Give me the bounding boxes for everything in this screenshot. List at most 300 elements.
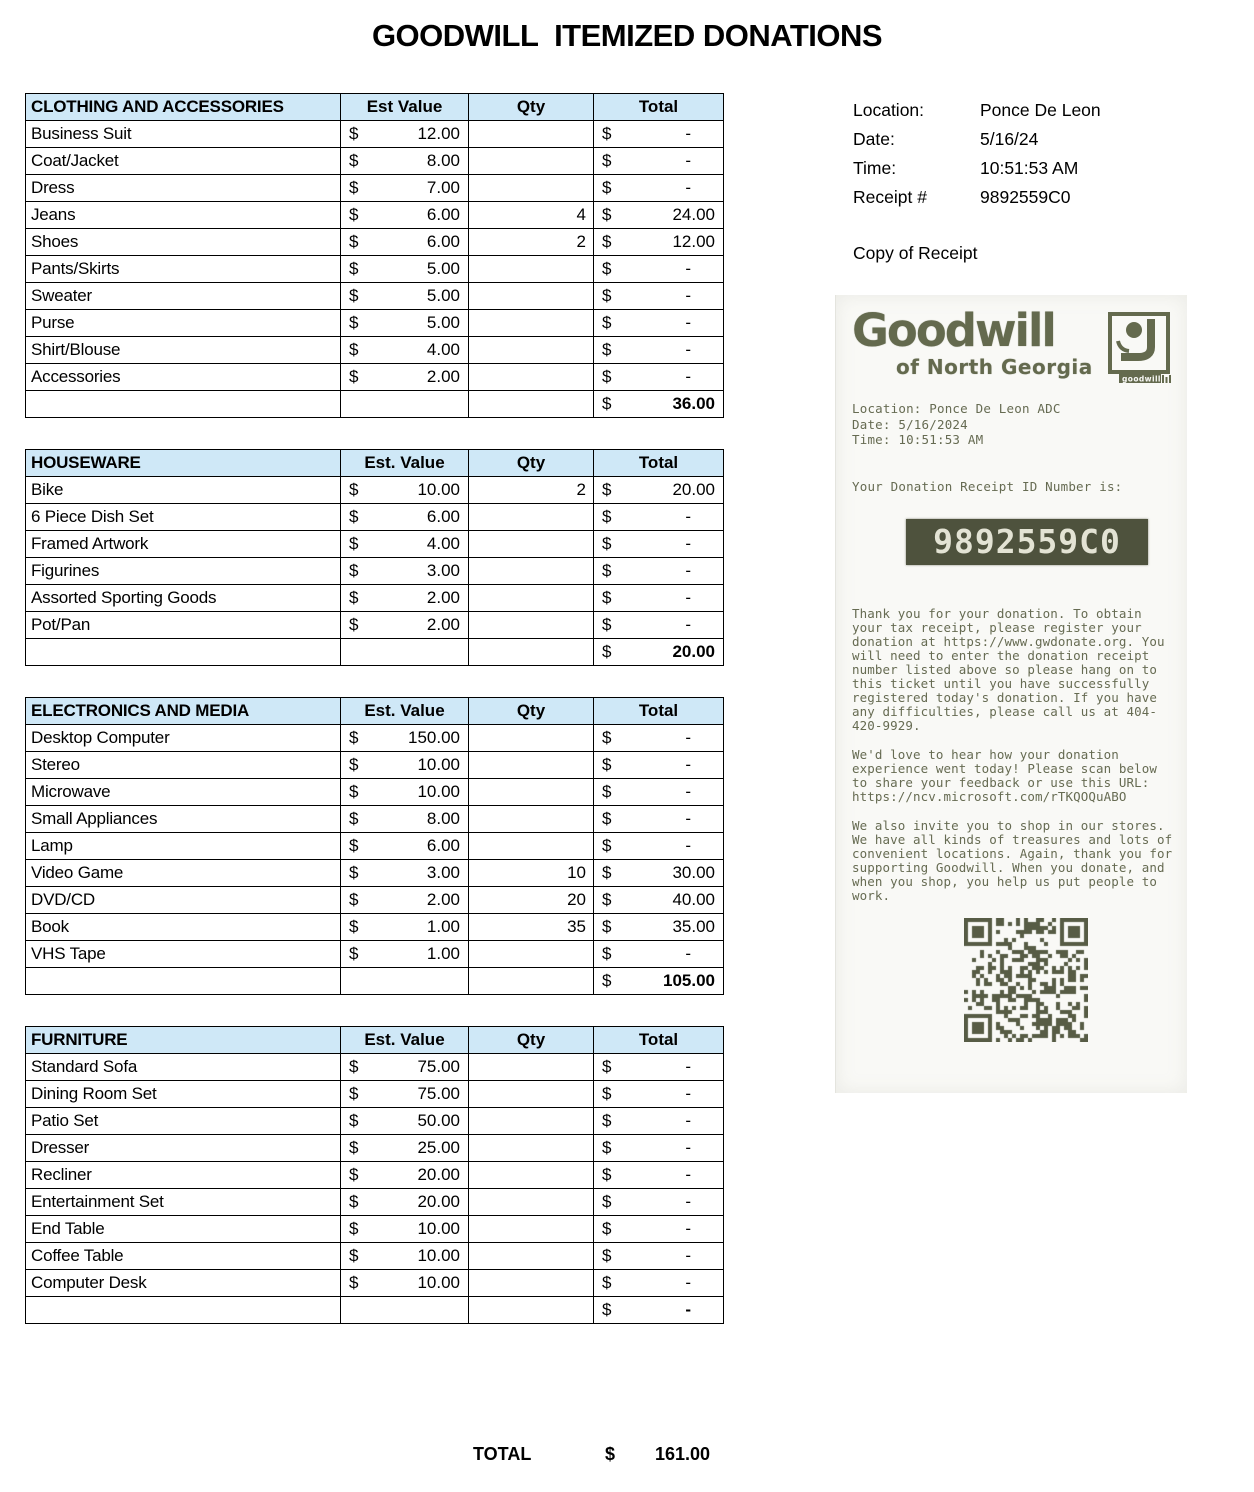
qty-cell — [469, 1135, 594, 1162]
item-name-cell: Dining Room Set — [26, 1081, 341, 1108]
dollar-sign: $ — [602, 259, 612, 278]
item-name-cell: Bike — [26, 477, 341, 504]
qty-header: Qty — [469, 1027, 594, 1054]
dollar-sign: $ — [602, 205, 612, 224]
dollar-sign: $ — [602, 615, 612, 634]
time-value: 10:51:53 AM — [980, 158, 1079, 178]
est-value-cell: $ 8.00 — [341, 148, 469, 175]
qty-cell — [469, 941, 594, 968]
qty-cell — [469, 1216, 594, 1243]
table-header-row — [26, 698, 724, 725]
qty-cell — [469, 310, 594, 337]
receipt-location-line: Location: Ponce De Leon ADC — [852, 401, 1061, 416]
qty-cell: 2 — [469, 477, 594, 504]
qty-header: Qty — [469, 94, 594, 121]
qty-cell — [469, 752, 594, 779]
subtotal-cell: $ 105.00 — [594, 968, 724, 995]
item-name-cell: Coffee Table — [26, 1243, 341, 1270]
goodwill-smiling-g-logo-icon — [1107, 311, 1173, 385]
table-header-row — [26, 1027, 724, 1054]
qty-cell: 35 — [469, 914, 594, 941]
est-value-cell: $ 4.00 — [341, 531, 469, 558]
location-label: Location: — [853, 100, 925, 120]
receipt-paragraph-feedback: We'd love to hear how your donation experience went today! Please scan below to share your feedback or use this URL: https://ncv.microsoft.com/rTKQOQuABO — [852, 746, 1158, 804]
est-value-cell: $ 150.00 — [341, 725, 469, 752]
total-cell: $ - — [594, 558, 724, 585]
item-row — [26, 1216, 724, 1243]
item-name-cell: Shirt/Blouse — [26, 337, 341, 364]
qty-cell — [469, 337, 594, 364]
est-value-cell: $ 20.00 — [341, 1162, 469, 1189]
total-cell: $ - — [594, 585, 724, 612]
dollar-sign: $ — [349, 1165, 359, 1184]
item-row — [26, 806, 724, 833]
item-name-cell: 6 Piece Dish Set — [26, 504, 341, 531]
item-row — [26, 202, 724, 229]
subtotal-empty-cell — [26, 968, 341, 995]
dollar-sign: $ — [602, 340, 612, 359]
item-name-cell: Business Suit — [26, 121, 341, 148]
total-cell: $ - — [594, 1216, 724, 1243]
item-name-cell: DVD/CD — [26, 887, 341, 914]
item-row — [26, 256, 724, 283]
item-name-cell: Dresser — [26, 1135, 341, 1162]
qty-cell — [469, 1270, 594, 1297]
dollar-sign: $ — [602, 1111, 612, 1130]
category-header: FURNITURE — [26, 1027, 341, 1054]
item-row — [26, 148, 724, 175]
dollar-sign: $ — [602, 588, 612, 607]
dollar-sign: $ — [349, 1219, 359, 1238]
item-row — [26, 1135, 724, 1162]
item-name-cell: Small Appliances — [26, 806, 341, 833]
est-value-cell: $ 5.00 — [341, 256, 469, 283]
receipt-brand — [852, 304, 1093, 379]
table-header-row — [26, 94, 724, 121]
dollar-sign: $ — [349, 809, 359, 828]
est-value-cell: $ 3.00 — [341, 558, 469, 585]
est-value-cell: $ 4.00 — [341, 337, 469, 364]
est-value-cell: $ 10.00 — [341, 477, 469, 504]
est-value-cell: $ 1.00 — [341, 914, 469, 941]
item-name-cell: Entertainment Set — [26, 1189, 341, 1216]
qty-cell — [469, 558, 594, 585]
total-cell: $ - — [594, 256, 724, 283]
dollar-sign: $ — [349, 124, 359, 143]
item-row — [26, 364, 724, 391]
total-cell: $ - — [594, 1054, 724, 1081]
item-row — [26, 914, 724, 941]
subtotal-empty-cell — [341, 639, 469, 666]
receipt-paragraph-shop: We also invite you to shop in our stores. We have all kinds of treasures and lots of convenient locations. Again, thank you for supporting Goodwill. When you donate, and when you shop, you help us put people to work. — [852, 817, 1173, 903]
item-name-cell: Computer Desk — [26, 1270, 341, 1297]
est-value-cell: $ 5.00 — [341, 310, 469, 337]
info-row-date — [853, 125, 1101, 154]
est-value-cell: $ 5.00 — [341, 283, 469, 310]
info-row-location — [853, 96, 1101, 125]
subtotal-empty-cell — [469, 639, 594, 666]
category-header: ELECTRONICS AND MEDIA — [26, 698, 341, 725]
subtotal-row — [26, 391, 724, 418]
receipt-number-label: Receipt # — [853, 187, 927, 207]
total-cell: $ - — [594, 1270, 724, 1297]
item-name-cell: Shoes — [26, 229, 341, 256]
est-value-cell: $ 6.00 — [341, 504, 469, 531]
item-name-cell: Sweater — [26, 283, 341, 310]
total-cell: $ - — [594, 337, 724, 364]
dollar-sign: $ — [349, 367, 359, 386]
category-header: CLOTHING AND ACCESSORIES — [26, 94, 341, 121]
est-value-cell: $ 12.00 — [341, 121, 469, 148]
qty-cell — [469, 779, 594, 806]
dollar-sign: $ — [602, 507, 612, 526]
total-cell: $ - — [594, 806, 724, 833]
dollar-sign: $ — [349, 863, 359, 882]
donation-receipt-id: 9892559C0 — [906, 519, 1148, 565]
est-value-cell: $ 3.00 — [341, 860, 469, 887]
est-value-header: Est. Value — [341, 698, 469, 725]
dollar-sign: $ — [602, 534, 612, 553]
dollar-sign: $ — [349, 944, 359, 963]
dollar-sign: $ — [349, 917, 359, 936]
dollar-sign: $ — [602, 124, 612, 143]
item-name-cell: Pants/Skirts — [26, 256, 341, 283]
qr-code — [964, 918, 1088, 1042]
qty-cell — [469, 531, 594, 558]
date-value: 5/16/24 — [980, 129, 1039, 149]
item-row — [26, 725, 724, 752]
grand-total-row — [25, 1444, 723, 1472]
item-name-cell: End Table — [26, 1216, 341, 1243]
est-value-cell: $ 7.00 — [341, 175, 469, 202]
subtotal-row — [26, 1297, 724, 1324]
dollar-sign: $ — [602, 367, 612, 386]
dollar-sign: $ — [602, 151, 612, 170]
subtotal-empty-cell — [341, 968, 469, 995]
receipt-meta-lines — [852, 401, 1173, 448]
item-row — [26, 283, 724, 310]
item-row — [26, 1081, 724, 1108]
dollar-sign: $ — [602, 1219, 612, 1238]
dollar-sign: $ — [602, 286, 612, 305]
dollar-sign: $ — [602, 1246, 612, 1265]
item-row — [26, 121, 724, 148]
item-row — [26, 1189, 724, 1216]
donation-table — [25, 93, 724, 418]
category-header: HOUSEWARE — [26, 450, 341, 477]
table-header-row — [26, 450, 724, 477]
item-row — [26, 1270, 724, 1297]
item-row — [26, 1054, 724, 1081]
item-name-cell: Jeans — [26, 202, 341, 229]
total-cell: $ - — [594, 779, 724, 806]
total-cell: $ - — [594, 148, 724, 175]
donation-table — [25, 1026, 724, 1324]
item-name-cell: Book — [26, 914, 341, 941]
donation-tables-column — [25, 93, 725, 1355]
goodwill-region: of North Georgia — [896, 355, 1093, 379]
est-value-header: Est. Value — [341, 450, 469, 477]
est-value-cell: $ 75.00 — [341, 1081, 469, 1108]
total-cell: $ 40.00 — [594, 887, 724, 914]
est-value-cell: $ 20.00 — [341, 1189, 469, 1216]
item-name-cell: Standard Sofa — [26, 1054, 341, 1081]
dollar-sign: $ — [349, 1111, 359, 1130]
time-label: Time: — [853, 158, 897, 178]
qty-cell — [469, 1189, 594, 1216]
est-value-cell: $ 2.00 — [341, 364, 469, 391]
subtotal-empty-cell — [341, 391, 469, 418]
total-cell: $ - — [594, 504, 724, 531]
qty-cell — [469, 175, 594, 202]
dollar-sign: $ — [602, 1138, 612, 1157]
dollar-sign: $ — [349, 615, 359, 634]
item-row — [26, 1162, 724, 1189]
dollar-sign: $ — [602, 728, 612, 747]
dollar-sign: $ — [602, 917, 612, 936]
subtotal-empty-cell — [469, 391, 594, 418]
qty-cell — [469, 1054, 594, 1081]
est-value-cell: $ 2.00 — [341, 585, 469, 612]
donation-id-intro: Your Donation Receipt ID Number is: — [852, 478, 1123, 494]
item-row — [26, 1243, 724, 1270]
location-value: Ponce De Leon — [980, 100, 1101, 120]
dollar-sign: $ — [349, 232, 359, 251]
dollar-sign: $ — [349, 480, 359, 499]
dollar-sign: $ — [349, 507, 359, 526]
item-row — [26, 941, 724, 968]
copy-of-receipt-label: Copy of Receipt — [853, 243, 978, 263]
dollar-sign: $ — [349, 782, 359, 801]
subtotal-empty-cell — [341, 1297, 469, 1324]
est-value-cell: $ 6.00 — [341, 833, 469, 860]
item-name-cell: Video Game — [26, 860, 341, 887]
item-row — [26, 1108, 724, 1135]
est-value-cell: $ 50.00 — [341, 1108, 469, 1135]
item-name-cell: Assorted Sporting Goods — [26, 585, 341, 612]
qty-cell — [469, 1162, 594, 1189]
total-cell: $ - — [594, 1243, 724, 1270]
grand-total-currency: $ — [605, 1444, 616, 1464]
item-name-cell: Desktop Computer — [26, 725, 341, 752]
dollar-sign: $ — [349, 178, 359, 197]
item-name-cell: Coat/Jacket — [26, 148, 341, 175]
dollar-sign: $ — [602, 890, 612, 909]
est-value-header: Est Value — [341, 94, 469, 121]
dollar-sign: $ — [602, 642, 612, 661]
item-name-cell: Patio Set — [26, 1108, 341, 1135]
total-cell: $ - — [594, 752, 724, 779]
qty-cell — [469, 585, 594, 612]
est-value-cell: $ 10.00 — [341, 1243, 469, 1270]
qty-cell — [469, 612, 594, 639]
est-value-cell: $ 10.00 — [341, 752, 469, 779]
est-value-cell: $ 10.00 — [341, 1216, 469, 1243]
dollar-sign: $ — [602, 1192, 612, 1211]
receipt-paragraph-thanks: Thank you for your donation. To obtain your tax receipt, please register your donation at https://www.gwdonate.org. You will need to enter the donation receipt number listed above so please hang on to this ticket until you have successfully registered today's donation. If you have any difficulties, please call us at 404-420-9929. — [852, 605, 1165, 733]
dollar-sign: $ — [349, 836, 359, 855]
receipt-number-value: 9892559C0 — [980, 187, 1071, 207]
item-row — [26, 337, 724, 364]
est-value-cell: $ 10.00 — [341, 1270, 469, 1297]
item-row — [26, 504, 724, 531]
qty-cell — [469, 364, 594, 391]
total-cell: $ - — [594, 833, 724, 860]
total-cell: $ - — [594, 1081, 724, 1108]
grand-total-value: 161.00 — [654, 1444, 710, 1464]
item-row — [26, 833, 724, 860]
qty-cell — [469, 256, 594, 283]
receipt-date-line: Date: 5/16/2024 — [852, 416, 968, 432]
receipt-info-block — [853, 96, 1101, 212]
qty-cell — [469, 806, 594, 833]
est-value-cell: $ 2.00 — [341, 612, 469, 639]
subtotal-empty-cell — [469, 1297, 594, 1324]
dollar-sign: $ — [602, 809, 612, 828]
total-cell: $ - — [594, 531, 724, 558]
total-cell: $ 20.00 — [594, 477, 724, 504]
dollar-sign: $ — [349, 728, 359, 747]
item-name-cell: Recliner — [26, 1162, 341, 1189]
qty-cell — [469, 121, 594, 148]
qty-cell: 2 — [469, 229, 594, 256]
dollar-sign: $ — [349, 151, 359, 170]
est-value-cell: $ 1.00 — [341, 941, 469, 968]
item-name-cell: Pot/Pan — [26, 612, 341, 639]
dollar-sign: $ — [602, 1084, 612, 1103]
item-row — [26, 477, 724, 504]
total-cell: $ - — [594, 1162, 724, 1189]
total-cell: $ 30.00 — [594, 860, 724, 887]
item-name-cell: Accessories — [26, 364, 341, 391]
total-cell: $ - — [594, 121, 724, 148]
qty-cell — [469, 725, 594, 752]
dollar-sign: $ — [602, 971, 612, 990]
total-header: Total — [594, 94, 724, 121]
dollar-sign: $ — [349, 313, 359, 332]
total-cell: $ - — [594, 283, 724, 310]
est-value-cell: $ 8.00 — [341, 806, 469, 833]
donation-table — [25, 449, 724, 666]
est-value-header: Est. Value — [341, 1027, 469, 1054]
total-cell: $ - — [594, 310, 724, 337]
est-value-cell: $ 6.00 — [341, 229, 469, 256]
dollar-sign: $ — [602, 232, 612, 251]
est-value-cell: $ 25.00 — [341, 1135, 469, 1162]
item-row — [26, 585, 724, 612]
subtotal-cell: $ 36.00 — [594, 391, 724, 418]
total-cell: $ - — [594, 725, 724, 752]
dollar-sign: $ — [602, 836, 612, 855]
qty-cell — [469, 1243, 594, 1270]
qty-cell: 4 — [469, 202, 594, 229]
item-row — [26, 229, 724, 256]
total-cell: $ - — [594, 175, 724, 202]
subtotal-cell: $ 20.00 — [594, 639, 724, 666]
item-row — [26, 175, 724, 202]
dollar-sign: $ — [602, 1273, 612, 1292]
item-name-cell: Stereo — [26, 752, 341, 779]
subtotal-cell: $ - — [594, 1297, 724, 1324]
item-name-cell: Microwave — [26, 779, 341, 806]
item-row — [26, 887, 724, 914]
qty-cell — [469, 1108, 594, 1135]
subtotal-empty-cell — [26, 1297, 341, 1324]
subtotal-empty-cell — [469, 968, 594, 995]
total-cell: $ - — [594, 1108, 724, 1135]
goodwill-wordmark: Goodwill — [852, 304, 1055, 357]
dollar-sign: $ — [349, 1192, 359, 1211]
dollar-sign: $ — [602, 480, 612, 499]
qty-cell — [469, 504, 594, 531]
dollar-sign: $ — [602, 755, 612, 774]
total-cell: $ - — [594, 1135, 724, 1162]
dollar-sign: $ — [349, 534, 359, 553]
qty-cell: 20 — [469, 887, 594, 914]
dollar-sign: $ — [349, 890, 359, 909]
date-label: Date: — [853, 129, 895, 149]
qty-cell: 10 — [469, 860, 594, 887]
dollar-sign: $ — [602, 1057, 612, 1076]
receipt-scan — [835, 295, 1187, 1093]
subtotal-row — [26, 639, 724, 666]
dollar-sign: $ — [349, 755, 359, 774]
svg-text:goodwill: goodwill — [1122, 374, 1161, 384]
dollar-sign: $ — [349, 205, 359, 224]
total-header: Total — [594, 450, 724, 477]
item-row — [26, 779, 724, 806]
est-value-cell: $ 6.00 — [341, 202, 469, 229]
total-cell: $ 12.00 — [594, 229, 724, 256]
dollar-sign: $ — [349, 1246, 359, 1265]
total-cell: $ 24.00 — [594, 202, 724, 229]
qty-header: Qty — [469, 698, 594, 725]
est-value-cell: $ 75.00 — [341, 1054, 469, 1081]
dollar-sign: $ — [349, 1057, 359, 1076]
dollar-sign: $ — [349, 340, 359, 359]
info-row-receipt-number — [853, 183, 1101, 212]
qty-cell — [469, 1081, 594, 1108]
dollar-sign: $ — [349, 1138, 359, 1157]
est-value-cell: $ 2.00 — [341, 887, 469, 914]
item-name-cell: Purse — [26, 310, 341, 337]
dollar-sign: $ — [602, 782, 612, 801]
dollar-sign: $ — [602, 394, 612, 413]
item-name-cell: VHS Tape — [26, 941, 341, 968]
qty-header: Qty — [469, 450, 594, 477]
total-cell: $ - — [594, 1189, 724, 1216]
item-name-cell: Dress — [26, 175, 341, 202]
dollar-sign: $ — [349, 588, 359, 607]
qty-cell — [469, 148, 594, 175]
dollar-sign: $ — [602, 313, 612, 332]
total-cell: $ - — [594, 364, 724, 391]
grand-total-label: TOTAL — [473, 1444, 532, 1464]
dollar-sign: $ — [602, 1300, 612, 1319]
item-name-cell: Figurines — [26, 558, 341, 585]
item-row — [26, 860, 724, 887]
dollar-sign: $ — [602, 178, 612, 197]
dollar-sign: $ — [602, 944, 612, 963]
dollar-sign: $ — [602, 561, 612, 580]
total-header: Total — [594, 1027, 724, 1054]
receipt-time-line: Time: 10:51:53 AM — [852, 432, 984, 447]
total-cell: $ - — [594, 941, 724, 968]
item-row — [26, 531, 724, 558]
item-row — [26, 310, 724, 337]
total-cell: $ - — [594, 612, 724, 639]
item-name-cell: Lamp — [26, 833, 341, 860]
